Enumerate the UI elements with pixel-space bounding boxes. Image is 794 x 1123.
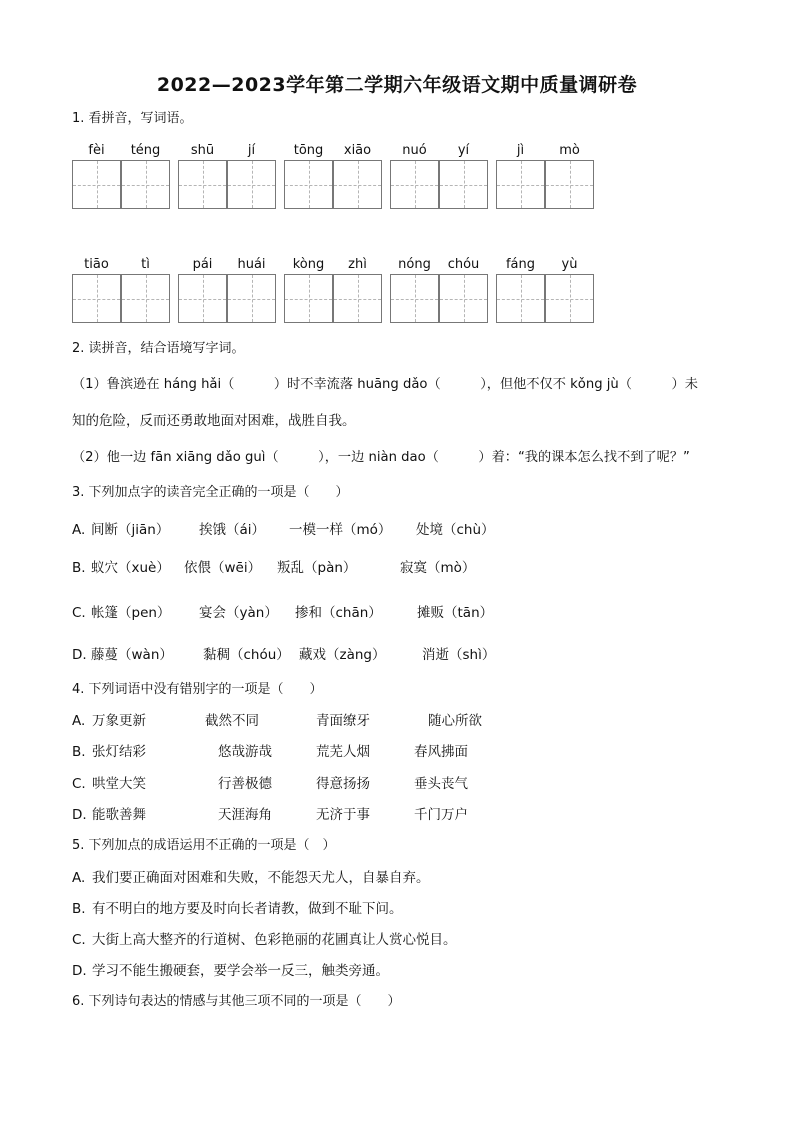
pinyin-row-1 — [72, 143, 602, 159]
pinyin: kòng — [292, 257, 325, 272]
option-label: B. — [72, 560, 86, 576]
option-item: 荒芜人烟 — [316, 744, 370, 760]
writing-box[interactable] — [121, 160, 170, 209]
option-item: 悠哉游哉 — [218, 744, 272, 760]
option-item: 张灯结彩 — [92, 744, 146, 760]
option-item: 千门万户 — [414, 807, 468, 823]
option-item: 间断（jiān） — [91, 522, 170, 538]
pinyin: huái — [237, 257, 266, 272]
option-item: 寂寞（mò） — [400, 560, 476, 576]
option-item: 哄堂大笑 — [92, 776, 146, 792]
option-label: B. — [72, 901, 86, 917]
option-item: 无济于事 — [316, 807, 370, 823]
writing-box[interactable] — [390, 274, 439, 323]
pinyin: fèi — [88, 143, 105, 158]
option-label: A. — [72, 713, 86, 729]
pinyin: chóu — [447, 257, 480, 272]
option-item: 青面缭牙 — [316, 713, 370, 729]
pinyin-row-2 — [72, 257, 602, 273]
pinyin: tōng — [293, 143, 324, 158]
option-text: 大街上高大整齐的行道树、色彩艳丽的花圃真让人赏心悦目。 — [92, 932, 457, 948]
writing-box[interactable] — [333, 274, 382, 323]
option-label: D. — [72, 647, 87, 663]
q5-stem: 5. 下列加点的成语运用不正确的一项是（ ） — [72, 838, 336, 853]
writing-box[interactable] — [227, 160, 276, 209]
pinyin: jì — [516, 143, 525, 158]
option-item: 藤蔓（wàn） — [91, 647, 173, 663]
q4-stem: 4. 下列词语中没有错别字的一项是（ ） — [72, 682, 323, 697]
pinyin: fáng — [505, 257, 536, 272]
option-text: 有不明白的地方要及时向长者请教，做到不耻下问。 — [92, 901, 403, 917]
q2-stem: 2. 读拼音，结合语境写字词。 — [72, 341, 245, 356]
option-item: 截然不同 — [205, 713, 259, 729]
pinyin: yù — [561, 257, 578, 272]
option-item: 帐篷（pen） — [91, 605, 171, 621]
writing-box[interactable] — [545, 274, 594, 323]
option-item: 摊贩（tān） — [417, 605, 494, 621]
option-label: D. — [72, 963, 87, 979]
option-item: 垂头丧气 — [414, 776, 468, 792]
writing-box[interactable] — [284, 160, 333, 209]
writing-box[interactable] — [333, 160, 382, 209]
option-text: 学习不能生搬硬套，要学会举一反三，触类旁通。 — [92, 963, 389, 979]
q6-stem: 6. 下列诗句表达的情感与其他三项不同的一项是（ ） — [72, 994, 401, 1009]
pinyin: nóng — [398, 257, 431, 272]
option-label: A. — [72, 522, 86, 538]
writing-box[interactable] — [496, 274, 545, 323]
option-item: 处境（chù） — [416, 522, 495, 538]
pinyin: shū — [190, 143, 215, 158]
option-item: 黏稠（chóu） — [203, 647, 290, 663]
option-item: 能歌善舞 — [92, 807, 146, 823]
option-label: C. — [72, 932, 86, 948]
writing-box[interactable] — [121, 274, 170, 323]
q2-part2: （2）他一边 fān xiāng dǎo guì（ ），一边 niàn dao（ ）着：“我的课本怎么找不到了呢？” — [72, 450, 690, 465]
option-label: A. — [72, 870, 86, 886]
option-item: 挨饿（ái） — [199, 522, 266, 538]
exam-title: 2022—2023学年第二学期六年级语文期中质量调研卷 — [156, 74, 638, 96]
q2-part1-line2: 知的危险，反而还勇敢地面对困难，战胜自我。 — [72, 413, 356, 429]
pinyin: mò — [559, 143, 580, 158]
option-item: 叛乱（pàn） — [277, 560, 357, 576]
q1-stem: 1. 看拼音，写词语。 — [72, 111, 193, 126]
writing-box[interactable] — [72, 160, 121, 209]
option-label: C. — [72, 605, 86, 621]
option-label: B. — [72, 744, 86, 760]
pinyin: xiāo — [343, 143, 372, 158]
option-text: 我们要正确面对困难和失败，不能怨天尤人，自暴自弃。 — [92, 870, 430, 886]
option-item: 天涯海角 — [218, 807, 272, 823]
q3-stem: 3. 下列加点字的读音完全正确的一项是（ ） — [72, 485, 349, 500]
pinyin: yí — [457, 143, 470, 158]
pinyin: zhì — [348, 257, 367, 272]
writing-box[interactable] — [72, 274, 121, 323]
writing-box[interactable] — [439, 274, 488, 323]
option-item: 万象更新 — [92, 713, 146, 729]
option-label: C. — [72, 776, 86, 792]
pinyin: tì — [141, 257, 150, 272]
option-item: 行善极德 — [218, 776, 272, 792]
option-item: 宴会（yàn） — [199, 605, 278, 621]
writing-box[interactable] — [284, 274, 333, 323]
q2-part1-line1: （1）鲁滨逊在 háng hǎi（ ）时不幸流落 huāng dǎo（ ），但他不仅不 kǒng jù（ ）未 — [72, 377, 698, 392]
option-item: 春风拂面 — [414, 744, 468, 760]
writing-box[interactable] — [227, 274, 276, 323]
option-item: 蚁穴（xuè） — [91, 560, 170, 576]
pinyin: pái — [192, 257, 213, 272]
pinyin: jí — [247, 143, 256, 158]
pinyin: téng — [130, 143, 161, 158]
writing-box[interactable] — [178, 160, 227, 209]
writing-box[interactable] — [439, 160, 488, 209]
writing-box[interactable] — [496, 160, 545, 209]
option-item: 随心所欲 — [428, 713, 482, 729]
option-item: 藏戏（zàng） — [299, 647, 386, 663]
pinyin: tiāo — [84, 257, 109, 272]
option-label: D. — [72, 807, 87, 823]
writing-box[interactable] — [178, 274, 227, 323]
writing-box[interactable] — [390, 160, 439, 209]
option-item: 掺和（chān） — [295, 605, 382, 621]
writing-box[interactable] — [545, 160, 594, 209]
option-item: 依偎（wēi） — [184, 560, 262, 576]
pinyin: nuó — [402, 143, 427, 158]
option-item: 得意扬扬 — [316, 776, 370, 792]
option-item: 一模一样（mó） — [289, 522, 392, 538]
option-item: 消逝（shì） — [422, 647, 496, 663]
